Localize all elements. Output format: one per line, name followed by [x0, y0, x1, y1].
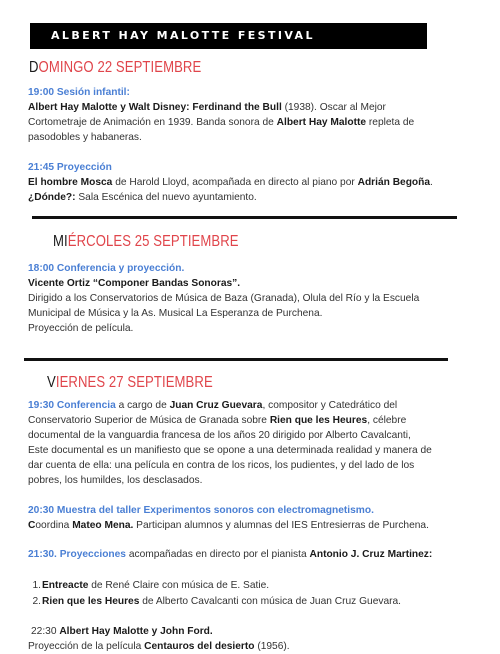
list-title: Entreacte — [42, 580, 89, 591]
event-text-line: pobres, los humildes, los desclasados. — [28, 475, 203, 486]
event-text-line: Municipal de Música y la As. Musical La Esperanza de Purchena. — [28, 308, 323, 319]
event-time-label: 18:00 Conferencia y proyección. — [28, 263, 185, 274]
day-heading-domingo — [29, 59, 201, 77]
event-text: Sala Escénica del nuevo ayuntamiento. — [75, 192, 257, 203]
day-rest: ÉRCOLES 25 SEPTIEMBRE — [67, 233, 239, 250]
list-item — [29, 578, 269, 593]
event-name: Antonio J. Cruz Martinez: — [309, 549, 433, 560]
event-title: Albert Hay Malotte y Walt Disney: Ferdinand the Bull — [28, 102, 282, 113]
event-text: (1956). — [254, 641, 290, 652]
event-text: Conservatorio Superior de Música de Granada sobre — [28, 415, 270, 426]
event-text-line — [28, 190, 257, 205]
event-text: a cargo de — [115, 400, 170, 411]
day-heading-miercoles — [53, 233, 239, 251]
list-number: 2. — [32, 596, 41, 607]
event-text: repleta de — [366, 117, 415, 128]
event-text-line — [28, 175, 433, 190]
list-text: de René Claire con música de E. Satie. — [88, 580, 270, 591]
event-text: (1938). Oscar al Mejor — [281, 102, 386, 113]
event-text: de Harold Lloyd, acompañada en directo al piano por — [112, 177, 358, 188]
event-text-line — [28, 398, 397, 413]
event-text-line: Proyección de película. — [28, 323, 134, 334]
event-text-line: Dirigido a los Conservatorios de Música de Baza (Granada), Olula del Río y la Escuela — [28, 293, 420, 304]
event-text: , célebre — [367, 415, 407, 426]
event-text: acompañadas en directo por el pianista — [125, 549, 310, 560]
event-text-line: pasodobles y habaneras. — [28, 132, 142, 143]
festival-banner — [30, 23, 427, 49]
event-text-line — [28, 413, 406, 428]
festival-title: ALBERT HAY MALOTTE FESTIVAL — [51, 29, 315, 42]
where-label: ¿Dónde?: — [28, 192, 76, 203]
event-text-line — [28, 276, 240, 291]
event-time-label: 21:45 Proyección — [28, 162, 112, 173]
day-initial: D — [29, 59, 39, 76]
event-name: Juan Cruz Guevara — [169, 400, 263, 411]
event-title: Rien que les Heures — [269, 415, 368, 426]
event-text: , compositor y Catedrático del — [262, 400, 398, 411]
event-name: Albert Hay Malotte — [276, 117, 367, 128]
event-text: Proyección de la película — [28, 641, 145, 652]
day-initial: V — [47, 374, 56, 391]
day-heading-viernes — [47, 374, 213, 392]
event-text-line — [28, 100, 386, 115]
event-time-label: 21:30. Proyecciones — [28, 549, 126, 560]
event-film: Centauros del desierto — [144, 641, 255, 652]
event-text-line — [31, 624, 213, 639]
event-text-line: documental de la vanguardia francesa de los años 20 dirigido por Alberto Cavalcanti, — [28, 430, 411, 441]
event-title: Vicente Ortiz “Componer Bandas Sonoras”. — [28, 278, 241, 289]
list-text: de Alberto Cavalcanti con música de Juan Cruz Guevara. — [139, 596, 402, 607]
event-text: Cortometraje de Animación en 1939. Banda sonora de — [28, 117, 277, 128]
event-time-label: 19:00 Sesión infantil: — [28, 87, 130, 98]
list-number: 1. — [32, 580, 41, 591]
event-title: Albert Hay Malotte y John Ford. — [59, 626, 213, 637]
event-text: Participan alumnos y alumnas del IES Entresierras de Purchena. — [133, 520, 429, 531]
event-text: . — [430, 177, 433, 188]
section-divider — [32, 216, 457, 219]
day-rest: OMINGO 22 SEPTIEMBRE — [38, 59, 202, 76]
list-title: Rien que les Heures — [42, 596, 140, 607]
day-initial: MI — [53, 233, 68, 250]
day-rest: IERNES 27 SEPTIEMBRE — [55, 374, 213, 391]
event-text-line — [28, 115, 414, 130]
event-text-line — [28, 547, 432, 562]
event-text: oordina — [35, 520, 73, 531]
list-item — [29, 594, 401, 609]
event-time-label: 19:30 Conferencia — [28, 400, 116, 411]
event-text-line: Este documental es un manifiesto que se opone a una determinada realidad y manera de — [28, 445, 432, 456]
event-time-label: 20:30 Muestra del taller Experimentos sonoros con electromagnetismo. — [28, 505, 374, 516]
event-time: 22:30 — [31, 626, 60, 637]
section-divider — [24, 358, 448, 361]
event-name: Mateo Mena. — [72, 520, 134, 531]
event-name: Adrián Begoña — [357, 177, 431, 188]
event-text-line: dar cuenta de ella: una película en contra de los ricos, los pudientes, y del lado de los — [28, 460, 415, 471]
event-text-line — [28, 518, 429, 533]
event-title: El hombre Mosca — [28, 177, 113, 188]
event-initial: C — [28, 520, 36, 531]
